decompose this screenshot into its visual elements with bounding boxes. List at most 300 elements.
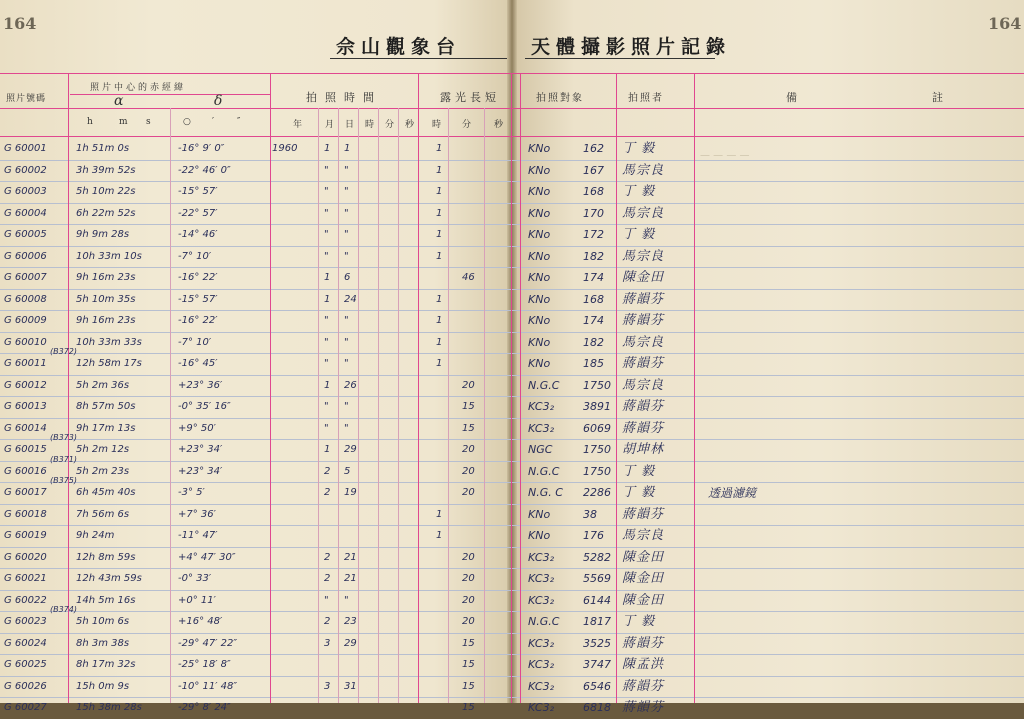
- cell-cat: 168: [583, 185, 604, 198]
- cell-obs: 丁 毅: [622, 614, 656, 629]
- cell-dec: +9° 50′: [178, 423, 216, 434]
- bracket-note: (B372): [50, 347, 77, 356]
- cell-dy: ": [344, 423, 349, 434]
- cell-em: 15: [462, 702, 475, 713]
- cell-obj: KNo: [528, 293, 551, 306]
- cell-cat: 1750: [583, 379, 611, 392]
- unit-arcsec: ″: [237, 117, 241, 127]
- subheader-rule: [70, 94, 270, 95]
- cell-note: 透過濾鏡: [708, 486, 757, 500]
- cell-id: G 60025: [4, 659, 47, 670]
- cell-cat: 170: [583, 207, 604, 220]
- header-center-radec: 照片中心的赤經緯: [90, 83, 187, 93]
- cell-yr: 1960: [272, 143, 298, 154]
- header-remarks-1: 備: [786, 91, 800, 104]
- cell-ra: 5h 2m 23s: [76, 466, 130, 477]
- cell-obj: KNo: [528, 207, 551, 220]
- cell-obj: KNo: [528, 185, 551, 198]
- cell-obj: KC3₂: [528, 594, 555, 607]
- cell-dy: 31: [344, 681, 357, 692]
- cell-id: G 60024: [4, 638, 47, 649]
- cell-id: G 60022: [4, 595, 47, 606]
- cell-obs: 蔣韻芬: [622, 356, 665, 371]
- cell-id: G 60023: [4, 616, 47, 627]
- cell-mo: ": [324, 229, 329, 240]
- table-row: [0, 160, 1024, 182]
- cell-dec: -25° 18′ 8″: [178, 659, 231, 670]
- cell-cat: 1750: [583, 443, 611, 456]
- cell-dec: +23° 36′: [178, 380, 223, 391]
- cell-mo: ": [324, 337, 329, 348]
- cell-em: 46: [462, 272, 475, 283]
- cell-em: 15: [462, 401, 475, 412]
- cell-dy: 21: [344, 573, 357, 584]
- cell-cat: 5282: [583, 551, 611, 564]
- table-row: [0, 396, 1024, 418]
- table-row: [0, 504, 1024, 526]
- table-row: [0, 138, 1024, 160]
- cell-id: G 60017: [4, 487, 47, 498]
- unit-t-min: 分: [385, 120, 395, 130]
- cell-obj: N.G. C: [528, 486, 563, 499]
- cell-dy: ": [344, 208, 349, 219]
- cell-dec: -29° 8′ 24″: [178, 702, 231, 713]
- cell-em: 20: [462, 616, 475, 627]
- cell-em: 15: [462, 659, 475, 670]
- cell-ra: 6h 45m 40s: [76, 487, 136, 498]
- cell-obj: KNo: [528, 336, 551, 349]
- cell-mo: 3: [324, 681, 331, 692]
- cell-dec: +4° 47′ 30″: [178, 552, 236, 563]
- cell-dy: 5: [344, 466, 351, 477]
- table-row: [0, 633, 1024, 655]
- table-row: [0, 203, 1024, 225]
- cell-eh: 1: [436, 251, 443, 262]
- cell-obj: NGC: [528, 443, 553, 456]
- cell-id: G 60014: [4, 423, 47, 434]
- table-row: [0, 289, 1024, 311]
- cell-obs: 陳孟洪: [622, 657, 665, 672]
- table-row: [0, 525, 1024, 547]
- cell-mo: ": [324, 358, 329, 369]
- header-observer: 拍照者: [628, 93, 664, 104]
- cell-obs: 蔣韻芬: [622, 636, 665, 651]
- cell-obs: 蔣韻芬: [622, 292, 665, 307]
- cell-dy: 6: [344, 272, 351, 283]
- cell-dec: -22° 46′ 0″: [178, 165, 231, 176]
- table-row: [0, 181, 1024, 203]
- cell-ra: 7h 56m 6s: [76, 509, 130, 520]
- cell-eh: 1: [436, 165, 443, 176]
- cell-mo: ": [324, 423, 329, 434]
- cell-dec: -16° 22′: [178, 272, 218, 283]
- cell-cat: 168: [583, 293, 604, 306]
- cell-obj: N.G.C: [528, 465, 560, 478]
- cell-obj: KC3₂: [528, 422, 555, 435]
- cell-ra: 5h 2m 36s: [76, 380, 130, 391]
- cell-cat: 176: [583, 529, 604, 542]
- cell-id: G 60003: [4, 186, 47, 197]
- cell-obj: KNo: [528, 142, 551, 155]
- cell-obj: KC3₂: [528, 658, 555, 671]
- cell-em: 15: [462, 423, 475, 434]
- cell-obs: 馬宗良: [622, 163, 665, 178]
- cell-ra: 8h 17m 32s: [76, 659, 136, 670]
- cell-id: G 60011: [4, 358, 47, 369]
- cell-dec: -7° 10′: [178, 251, 212, 262]
- cell-cat: 162: [583, 142, 604, 155]
- cell-obj: KNo: [528, 250, 551, 263]
- cell-ra: 8h 57m 50s: [76, 401, 136, 412]
- cell-eh: 1: [436, 530, 443, 541]
- cell-obj: KC3₂: [528, 701, 555, 714]
- unit-arcmin: ′: [212, 117, 215, 127]
- header-exposure-time: 拍照時間: [306, 91, 382, 104]
- cell-id: G 60006: [4, 251, 47, 262]
- cell-id: G 60009: [4, 315, 47, 326]
- cell-obs: 蔣韻芬: [622, 679, 665, 694]
- cell-dec: -22° 57′: [178, 208, 218, 219]
- cell-mo: 1: [324, 143, 331, 154]
- bleed-through-text: — — — —: [700, 150, 750, 161]
- cell-em: 20: [462, 487, 475, 498]
- cell-obs: 馬宗良: [622, 249, 665, 264]
- cell-cat: 172: [583, 228, 604, 241]
- cell-em: 20: [462, 595, 475, 606]
- cell-obs: 馬宗良: [622, 528, 665, 543]
- cell-mo: ": [324, 208, 329, 219]
- cell-obs: 蔣韻芬: [622, 507, 665, 522]
- cell-mo: ": [324, 186, 329, 197]
- cell-cat: 1750: [583, 465, 611, 478]
- cell-ra: 6h 22m 52s: [76, 208, 136, 219]
- cell-mo: 3: [324, 638, 331, 649]
- table-row: [0, 353, 1024, 375]
- cell-obs: 蔣韻芬: [622, 399, 665, 414]
- cell-obj: KNo: [528, 164, 551, 177]
- cell-mo: 2: [324, 616, 331, 627]
- cell-id: G 60008: [4, 294, 47, 305]
- bracket-note: (B374): [50, 605, 77, 614]
- cell-dy: ": [344, 251, 349, 262]
- cell-id: G 60016: [4, 466, 47, 477]
- table-row: [0, 590, 1024, 612]
- table-row: [0, 246, 1024, 268]
- cell-id: G 60002: [4, 165, 47, 176]
- cell-obs: 丁 毅: [622, 141, 656, 156]
- title-underline-right: [525, 58, 715, 59]
- cell-mo: 1: [324, 444, 331, 455]
- cell-dy: 1: [344, 143, 351, 154]
- cell-obs: 丁 毅: [622, 227, 656, 242]
- cell-mo: 1: [324, 380, 331, 391]
- cell-obj: KNo: [528, 508, 551, 521]
- cell-ra: 14h 5m 16s: [76, 595, 136, 606]
- table-row: [0, 375, 1024, 397]
- cell-obj: KC3₂: [528, 572, 555, 585]
- cell-dy: ": [344, 358, 349, 369]
- cell-ra: 5h 2m 12s: [76, 444, 130, 455]
- cell-ra: 12h 58m 17s: [76, 358, 142, 369]
- cell-dec: -7° 10′: [178, 337, 212, 348]
- cell-cat: 38: [583, 508, 597, 521]
- unit-m: m: [119, 117, 128, 127]
- title-underline-left: [330, 58, 510, 59]
- cell-dy: ": [344, 595, 349, 606]
- cell-cat: 1817: [583, 615, 611, 628]
- cell-dy: ": [344, 401, 349, 412]
- cell-obs: 蔣韻芬: [622, 700, 665, 715]
- cell-id: G 60013: [4, 401, 47, 412]
- table-row: [0, 439, 1024, 461]
- cell-mo: ": [324, 165, 329, 176]
- cell-mo: 1: [324, 272, 331, 283]
- cell-id: G 60005: [4, 229, 47, 240]
- cell-id: G 60021: [4, 573, 47, 584]
- cell-dec: +23° 34′: [178, 466, 223, 477]
- unit-day: 日: [345, 120, 355, 130]
- cell-cat: 6069: [583, 422, 611, 435]
- header-rule-2: [0, 136, 1024, 137]
- cell-obs: 陳金田: [622, 571, 665, 586]
- cell-obs: 丁 毅: [622, 184, 656, 199]
- cell-dy: 29: [344, 444, 357, 455]
- cell-em: 20: [462, 552, 475, 563]
- unit-h: h: [87, 117, 93, 127]
- cell-em: 15: [462, 681, 475, 692]
- cell-id: G 60012: [4, 380, 47, 391]
- header-exposure-length: 露光長短: [440, 91, 500, 104]
- cell-cat: 167: [583, 164, 604, 177]
- cell-cat: 3747: [583, 658, 611, 671]
- table-row: [0, 267, 1024, 289]
- unit-year: 年: [293, 120, 303, 130]
- cell-dy: ": [344, 337, 349, 348]
- table-row: [0, 310, 1024, 332]
- cell-id: G 60010: [4, 337, 47, 348]
- cell-id: G 60007: [4, 272, 47, 283]
- cell-eh: 1: [436, 208, 443, 219]
- cell-id: G 60004: [4, 208, 47, 219]
- table-row: [0, 568, 1024, 590]
- cell-em: 20: [462, 380, 475, 391]
- cell-dec: +23° 34′: [178, 444, 223, 455]
- cell-mo: 2: [324, 487, 331, 498]
- cell-obs: 蔣韻芬: [622, 421, 665, 436]
- unit-deg: ○: [183, 117, 191, 127]
- cell-dy: 29: [344, 638, 357, 649]
- cell-ra: 9h 16m 23s: [76, 315, 136, 326]
- cell-dy: 21: [344, 552, 357, 563]
- unit-t-sec: 秒: [405, 120, 415, 130]
- cell-obs: 陳金田: [622, 270, 665, 285]
- cell-dy: 23: [344, 616, 357, 627]
- cell-cat: 174: [583, 271, 604, 284]
- cell-ra: 5h 10m 6s: [76, 616, 130, 627]
- cell-ra: 15h 0m 9s: [76, 681, 130, 692]
- cell-dec: -16° 22′: [178, 315, 218, 326]
- table-row: [0, 611, 1024, 633]
- cell-dec: -14° 46′: [178, 229, 218, 240]
- cell-dec: -15° 57′: [178, 294, 218, 305]
- cell-obs: 馬宗良: [622, 335, 665, 350]
- cell-eh: 1: [436, 509, 443, 520]
- cell-eh: 1: [436, 315, 443, 326]
- cell-ra: 8h 3m 38s: [76, 638, 130, 649]
- cell-dec: +16° 48′: [178, 616, 223, 627]
- cell-dec: +7° 36′: [178, 509, 216, 520]
- cell-em: 20: [462, 444, 475, 455]
- cell-mo: ": [324, 251, 329, 262]
- page-number-right: 164: [988, 14, 1022, 33]
- cell-em: 15: [462, 638, 475, 649]
- cell-cat: 3525: [583, 637, 611, 650]
- cell-ra: 9h 16m 23s: [76, 272, 136, 283]
- cell-ra: 15h 38m 28s: [76, 702, 142, 713]
- cell-eh: 1: [436, 229, 443, 240]
- cell-dy: ": [344, 229, 349, 240]
- bracket-note: (B373): [50, 433, 77, 442]
- cell-mo: ": [324, 401, 329, 412]
- unit-e-min: 分: [462, 120, 472, 130]
- table-row: [0, 676, 1024, 698]
- unit-e-sec: 秒: [494, 120, 504, 130]
- cell-cat: 185: [583, 357, 604, 370]
- cell-dec: -11° 47′: [178, 530, 218, 541]
- cell-cat: 3891: [583, 400, 611, 413]
- cell-obs: 胡坤林: [622, 442, 665, 457]
- bracket-note: (B371): [50, 455, 77, 464]
- cell-obj: N.G.C: [528, 379, 560, 392]
- cell-obs: 蔣韻芬: [622, 313, 665, 328]
- cell-dec: -16° 9′ 0″: [178, 143, 225, 154]
- cell-dy: 19: [344, 487, 357, 498]
- table-row: [0, 224, 1024, 246]
- cell-dy: 24: [344, 294, 357, 305]
- cell-cat: 182: [583, 336, 604, 349]
- cell-eh: 1: [436, 186, 443, 197]
- cell-em: 20: [462, 466, 475, 477]
- bracket-note: (B375): [50, 476, 77, 485]
- cell-obj: KC3₂: [528, 680, 555, 693]
- cell-obs: 馬宗良: [622, 378, 665, 393]
- cell-mo: ": [324, 315, 329, 326]
- cell-id: G 60027: [4, 702, 47, 713]
- cell-dec: -0° 33′: [178, 573, 212, 584]
- table-row: [0, 482, 1024, 504]
- unit-month: 月: [325, 120, 335, 130]
- cell-mo: 2: [324, 552, 331, 563]
- header-rule-0: [0, 73, 1024, 74]
- cell-dy: ": [344, 165, 349, 176]
- cell-id: G 60020: [4, 552, 47, 563]
- table-row: [0, 418, 1024, 440]
- unit-e-hour: 時: [432, 120, 442, 130]
- unit-s: s: [146, 117, 151, 127]
- cell-obj: KC3₂: [528, 551, 555, 564]
- cell-dec: -3° 5′: [178, 487, 205, 498]
- cell-cat: 6818: [583, 701, 611, 714]
- cell-cat: 5569: [583, 572, 611, 585]
- header-plate-no: 照片號碼: [6, 94, 47, 104]
- cell-cat: 6546: [583, 680, 611, 693]
- cell-ra: 9h 24m: [76, 530, 115, 541]
- cell-obj: KNo: [528, 357, 551, 370]
- cell-dec: +0° 11′: [178, 595, 216, 606]
- table-row: [0, 547, 1024, 569]
- cell-em: 20: [462, 573, 475, 584]
- cell-dec: -10° 11′ 48″: [178, 681, 238, 692]
- cell-ra: 5h 10m 35s: [76, 294, 136, 305]
- cell-ra: 10h 33m 33s: [76, 337, 142, 348]
- record-title: 天體攝影照片記錄: [531, 36, 732, 58]
- cell-id: G 60015: [4, 444, 47, 455]
- cell-obs: 丁 毅: [622, 464, 656, 479]
- cell-obj: KNo: [528, 228, 551, 241]
- cell-id: G 60018: [4, 509, 47, 520]
- cell-id: G 60001: [4, 143, 47, 154]
- cell-obj: KC3₂: [528, 400, 555, 413]
- cell-ra: 1h 51m 0s: [76, 143, 130, 154]
- cell-obj: KNo: [528, 314, 551, 327]
- table-row: [0, 332, 1024, 354]
- cell-id: G 60026: [4, 681, 47, 692]
- table-row: [0, 697, 1024, 719]
- table-row: [0, 654, 1024, 676]
- cell-ra: 9h 17m 13s: [76, 423, 136, 434]
- cell-ra: 12h 8m 59s: [76, 552, 136, 563]
- cell-dec: -0° 35′ 16″: [178, 401, 231, 412]
- cell-eh: 1: [436, 358, 443, 369]
- cell-eh: 1: [436, 143, 443, 154]
- cell-mo: 1: [324, 294, 331, 305]
- cell-obj: N.G.C: [528, 615, 560, 628]
- cell-eh: 1: [436, 294, 443, 305]
- cell-obs: 丁 毅: [622, 485, 656, 500]
- cell-cat: 6144: [583, 594, 611, 607]
- cell-mo: 2: [324, 573, 331, 584]
- cell-cat: 174: [583, 314, 604, 327]
- cell-dy: ": [344, 315, 349, 326]
- cell-ra: 10h 33m 10s: [76, 251, 142, 262]
- unit-t-hour: 時: [365, 120, 375, 130]
- header-alpha: α: [114, 93, 124, 109]
- cell-mo: ": [324, 595, 329, 606]
- cell-dec: -15° 57′: [178, 186, 218, 197]
- cell-dy: 26: [344, 380, 357, 391]
- cell-dec: -16° 45′: [178, 358, 218, 369]
- cell-obj: KNo: [528, 529, 551, 542]
- cell-obj: KNo: [528, 271, 551, 284]
- cell-obs: 陳金田: [622, 593, 665, 608]
- cell-mo: 2: [324, 466, 331, 477]
- table-row: [0, 461, 1024, 483]
- cell-cat: 182: [583, 250, 604, 263]
- cell-obs: 馬宗良: [622, 206, 665, 221]
- header-remarks-2: 註: [932, 91, 946, 104]
- cell-ra: 12h 43m 59s: [76, 573, 142, 584]
- header-object: 拍照對象: [536, 93, 584, 104]
- cell-dy: ": [344, 186, 349, 197]
- cell-ra: 5h 10m 22s: [76, 186, 136, 197]
- cell-ra: 3h 39m 52s: [76, 165, 136, 176]
- cell-obj: KC3₂: [528, 637, 555, 650]
- cell-cat: 2286: [583, 486, 611, 499]
- cell-eh: 1: [436, 337, 443, 348]
- cell-ra: 9h 9m 28s: [76, 229, 130, 240]
- observatory-title: 佘山觀象台: [336, 36, 462, 58]
- cell-dec: -29° 47′ 22″: [178, 638, 238, 649]
